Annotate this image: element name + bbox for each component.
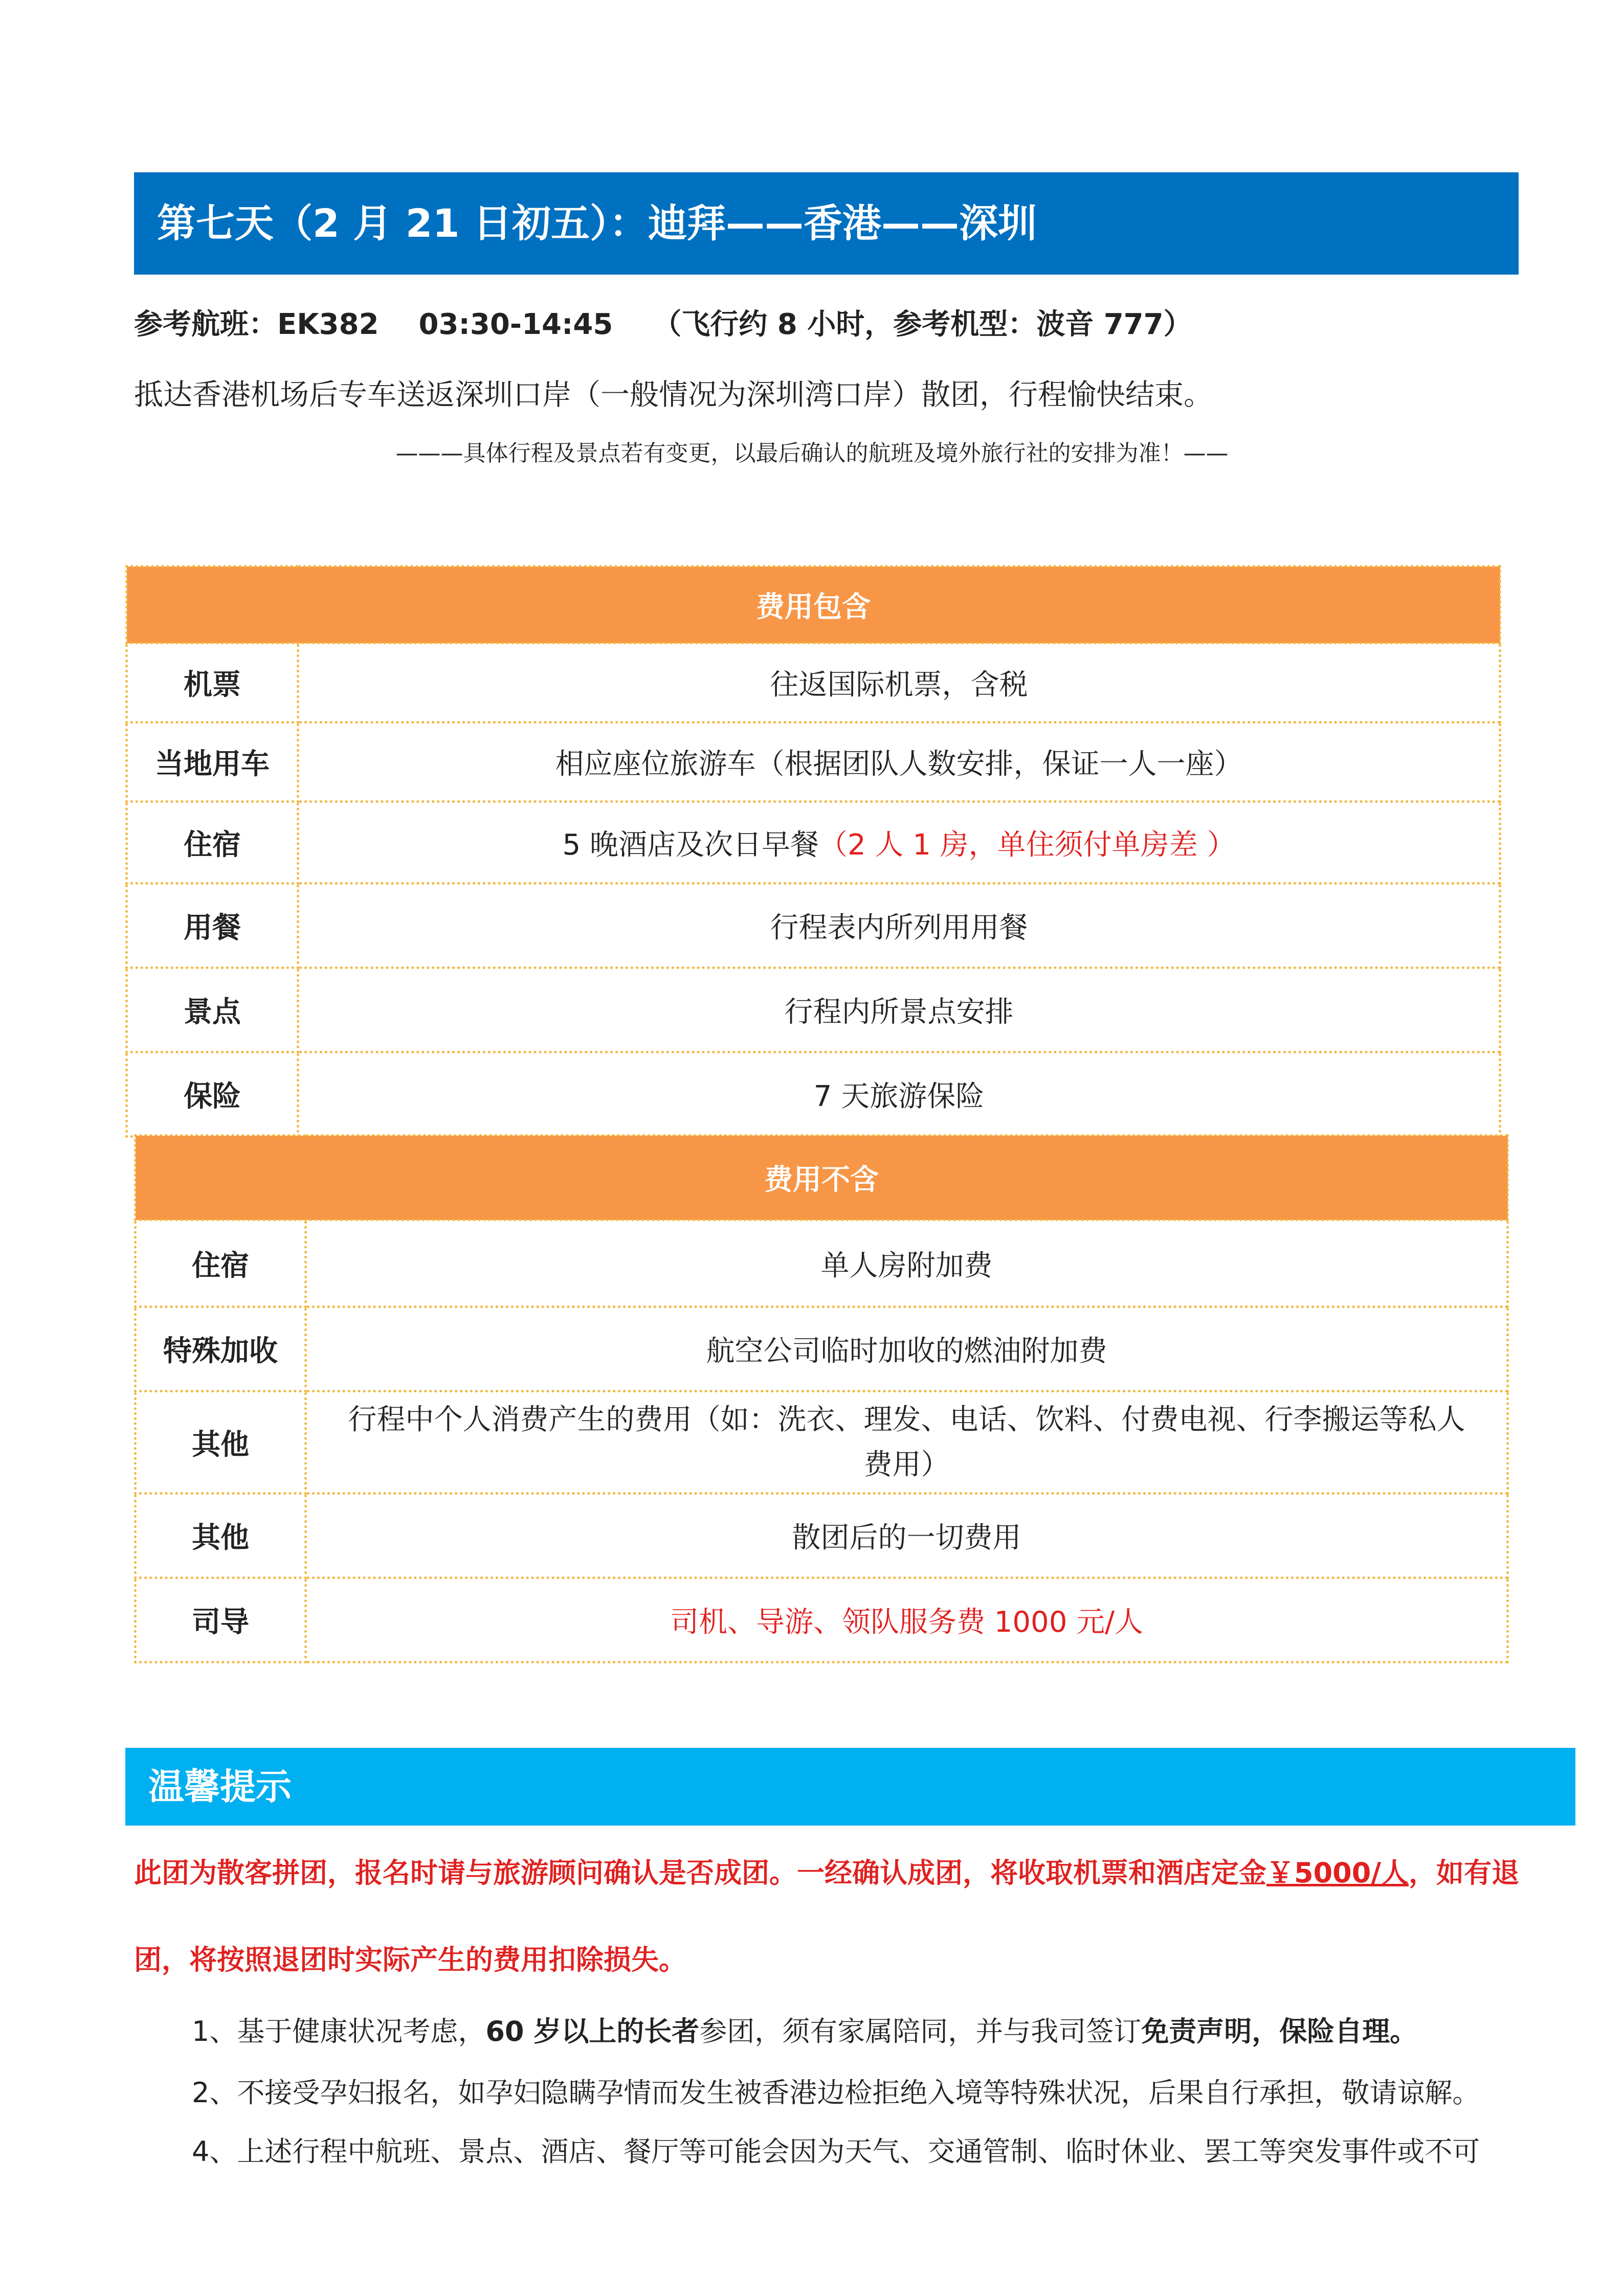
row-label: 用餐 (127, 884, 298, 968)
tip-text: 参团，须有家属陪同，并与我司签订 (699, 2015, 1142, 2047)
fee-excluded-table (134, 1134, 1509, 1663)
fee-excluded-heading: 费用不含 (136, 1136, 1508, 1220)
flight-info (134, 302, 1192, 343)
row-value: 司机、导游、领队服务费 1000 元/人 (306, 1578, 1508, 1662)
row-label: 机票 (127, 643, 298, 723)
table-row (127, 1052, 1500, 1137)
row-value: 行程表内所列用用餐 (298, 884, 1500, 968)
day-title: 第七天（2 月 21 日初五）：迪拜——香港——深圳 (157, 200, 1037, 246)
tip-text: 不接受孕妇报名，如孕妇隐瞒孕情而发生被香港边检拒绝入境等特殊状况，后果自行承担，敬请谅解。 (237, 2077, 1480, 2109)
row-label: 司导 (136, 1578, 306, 1662)
row-value-highlight: （2 人 1 房，单住须付单房差 ） (818, 828, 1236, 862)
fee-included-heading: 费用包含 (127, 567, 1500, 643)
row-label: 其他 (136, 1391, 306, 1494)
tip-number: 1、 (192, 2015, 237, 2047)
row-value: 散团后的一切费用 (306, 1494, 1508, 1578)
table-row (127, 802, 1500, 884)
tip-number: 4、 (192, 2135, 237, 2168)
tips-heading: 温馨提示 (148, 1766, 292, 1808)
table-row (127, 643, 1500, 723)
tip-text-bold: 60 岁以上的长者 (485, 2015, 700, 2047)
table-row (136, 1494, 1508, 1578)
row-value: 航空公司临时加收的燃油附加费 (306, 1307, 1508, 1391)
tips-warning-line1 (134, 1851, 1546, 1890)
fee-included-table (125, 565, 1501, 1138)
tip-item (192, 2071, 1480, 2110)
row-value: 行程内所景点安排 (298, 968, 1500, 1052)
row-value: 单人房附加费 (306, 1220, 1508, 1307)
row-label: 住宿 (136, 1220, 306, 1307)
row-value: 7 天旅游保险 (298, 1052, 1500, 1137)
row-label: 保险 (127, 1052, 298, 1137)
warning-text: 此团为散客拼团，报名时请与旅游顾问确认是否成团。一经确认成团，将收取机票和酒店定金 (134, 1857, 1266, 1889)
table-row (127, 884, 1500, 968)
day-title-banner (134, 172, 1519, 275)
tip-text-bold: 免责声明，保险自理。 (1141, 2015, 1418, 2047)
row-label: 当地用车 (127, 723, 298, 802)
row-label: 特殊加收 (136, 1307, 306, 1391)
warning-text-end: ，如有退 (1409, 1857, 1520, 1889)
row-label: 住宿 (127, 802, 298, 884)
row-label: 景点 (127, 968, 298, 1052)
tips-warning-line2: 团，将按照退团时实际产生的费用扣除损失。 (134, 1944, 686, 1976)
row-value: 行程中个人消费产生的费用（如：洗衣、理发、电话、饮料、付费电视、行李搬运等私人费用） (306, 1391, 1508, 1494)
disclaimer-note: ———具体行程及景点若有变更，以最后确认的航班及境外旅行社的安排为准！—— (395, 440, 1229, 466)
table-row (127, 968, 1500, 1052)
flight-label: 参考航班： (134, 308, 277, 341)
tip-item (192, 2130, 1480, 2169)
row-value (298, 802, 1500, 884)
table-row (136, 1307, 1508, 1391)
row-value: 相应座位旅游车（根据团队人数安排，保证一人一座） (298, 723, 1500, 802)
tip-text: 上述行程中航班、景点、酒店、餐厅等可能会因为天气、交通管制、临时休业、罢工等突发事件或不可 (237, 2135, 1480, 2168)
itinerary-text: 抵达香港机场后专车送返深圳口岸（一般情况为深圳湾口岸）散团，行程愉快结束。 (134, 378, 1213, 412)
deposit-amount: ￥5000/人 (1266, 1857, 1409, 1889)
table-row (136, 1578, 1508, 1662)
tip-number: 2、 (192, 2077, 237, 2109)
tip-text: 基于健康状况考虑， (237, 2015, 486, 2047)
row-value: 往返国际机票，含税 (298, 643, 1500, 723)
flight-detail: （飞行约 8 小时，参考机型：波音 777） (653, 308, 1192, 341)
table-row (136, 1391, 1508, 1494)
tip-item (192, 2010, 1417, 2049)
table-row (127, 723, 1500, 802)
row-value-main: 5 晚酒店及次日早餐 (562, 828, 819, 862)
table-row (136, 1220, 1508, 1307)
row-label: 其他 (136, 1494, 306, 1578)
flight-time: 03:30-14:45 (418, 308, 613, 341)
tips-banner (125, 1748, 1575, 1826)
flight-number: EK382 (277, 308, 379, 341)
